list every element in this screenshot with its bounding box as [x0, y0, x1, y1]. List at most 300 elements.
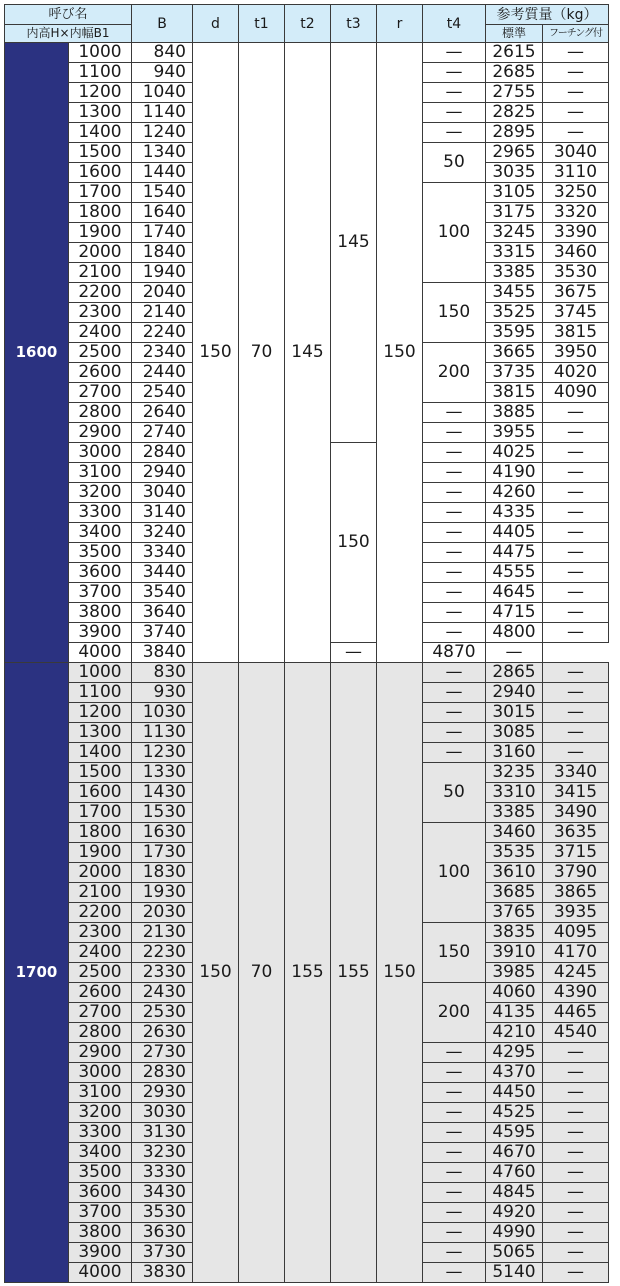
mass-standard-cell: 4800 [486, 623, 543, 643]
t1-cell: 70 [239, 43, 285, 663]
inner-height-cell: 2000 [69, 863, 132, 883]
b-value-cell: 1030 [132, 703, 193, 723]
t4-cell: — [423, 43, 486, 63]
t4-cell: — [423, 563, 486, 583]
inner-height-cell: 2600 [69, 983, 132, 1003]
inner-height-cell: 2000 [69, 243, 132, 263]
b-value-cell: 2530 [132, 1003, 193, 1023]
inner-height-cell: 3500 [69, 543, 132, 563]
inner-height-cell: 3000 [69, 443, 132, 463]
mass-footing-cell: — [543, 603, 609, 623]
mass-standard-cell: 4845 [486, 1183, 543, 1203]
t4-cell: — [423, 403, 486, 423]
b-value-cell: 3130 [132, 1123, 193, 1143]
mass-standard-cell: 3175 [486, 203, 543, 223]
mass-footing-cell: 3530 [543, 263, 609, 283]
mass-standard-cell: 3385 [486, 803, 543, 823]
mass-footing-cell: 3935 [543, 903, 609, 923]
mass-footing-cell: 3675 [543, 283, 609, 303]
col-header-mass-std: 標準 [486, 25, 543, 43]
col-header-r: r [377, 5, 423, 43]
mass-standard-cell: 3665 [486, 343, 543, 363]
b-value-cell: 2640 [132, 403, 193, 423]
b-value-cell: 3730 [132, 1243, 193, 1263]
t2-cell: 145 [285, 43, 331, 663]
name-header-line2: 内高H×内幅B1 [5, 25, 132, 43]
spec-table [4, 4, 609, 1283]
mass-footing-cell: — [543, 723, 609, 743]
mass-footing-cell: — [543, 1063, 609, 1083]
mass-footing-cell: — [543, 1103, 609, 1123]
mass-standard-cell: 4475 [486, 543, 543, 563]
b-value-cell: 1930 [132, 883, 193, 903]
mass-footing-cell: 4020 [543, 363, 609, 383]
t1-cell: 70 [239, 663, 285, 1283]
mass-standard-cell: 4295 [486, 1043, 543, 1063]
mass-standard-cell: 4135 [486, 1003, 543, 1023]
b-value-cell: 3640 [132, 603, 193, 623]
mass-footing-cell: — [543, 1163, 609, 1183]
b-value-cell: 3330 [132, 1163, 193, 1183]
t4-cell: 150 [423, 923, 486, 983]
inner-height-cell: 1500 [69, 763, 132, 783]
b-value-cell: 1740 [132, 223, 193, 243]
mass-standard-cell: 2940 [486, 683, 543, 703]
mass-standard-cell: 4370 [486, 1063, 543, 1083]
table-row [5, 43, 609, 63]
inner-height-cell: 1700 [69, 183, 132, 203]
b-value-cell: 2330 [132, 963, 193, 983]
b-value-cell: 2040 [132, 283, 193, 303]
t4-cell: — [423, 463, 486, 483]
b-value-cell: 2140 [132, 303, 193, 323]
b-value-cell: 1340 [132, 143, 193, 163]
mass-standard-cell: 4025 [486, 443, 543, 463]
mass-footing-cell: — [543, 1263, 609, 1283]
t4-cell: — [423, 1223, 486, 1243]
b-value-cell: 1430 [132, 783, 193, 803]
t4-cell: — [331, 643, 377, 663]
mass-footing-cell: — [543, 83, 609, 103]
mass-footing-cell: — [543, 663, 609, 683]
b-value-cell: 1040 [132, 83, 193, 103]
mass-standard-cell: 5065 [486, 1243, 543, 1263]
t4-cell: — [423, 703, 486, 723]
t3-cell: 150 [331, 443, 377, 643]
t4-cell: — [423, 723, 486, 743]
inner-height-cell: 1500 [69, 143, 132, 163]
mass-footing-cell: — [543, 1223, 609, 1243]
mass-footing-cell: — [543, 63, 609, 83]
mass-standard-cell: 4670 [486, 1143, 543, 1163]
mass-standard-cell: 3315 [486, 243, 543, 263]
mass-standard-cell: 3015 [486, 703, 543, 723]
inner-height-cell: 1400 [69, 123, 132, 143]
mass-footing-cell: — [543, 463, 609, 483]
mass-footing-cell: — [543, 443, 609, 463]
mass-standard-cell: 4760 [486, 1163, 543, 1183]
b-value-cell: 1330 [132, 763, 193, 783]
inner-height-cell: 1100 [69, 683, 132, 703]
mass-footing-cell: 3320 [543, 203, 609, 223]
b-value-cell: 1840 [132, 243, 193, 263]
table-body [5, 43, 609, 1283]
mass-footing-cell: — [543, 583, 609, 603]
mass-standard-cell: 3835 [486, 923, 543, 943]
t4-cell: — [423, 683, 486, 703]
inner-height-cell: 3100 [69, 1083, 132, 1103]
inner-height-cell: 1400 [69, 743, 132, 763]
group-name-cell: 1700 [5, 663, 69, 1283]
inner-height-cell: 2700 [69, 1003, 132, 1023]
t4-cell: 100 [423, 823, 486, 923]
b-value-cell: 3530 [132, 1203, 193, 1223]
mass-standard-cell: 3955 [486, 423, 543, 443]
inner-height-cell: 1600 [69, 163, 132, 183]
t4-cell: — [423, 1103, 486, 1123]
inner-height-cell: 3300 [69, 503, 132, 523]
mass-footing-cell: — [543, 423, 609, 443]
mass-standard-cell: 4920 [486, 1203, 543, 1223]
b-value-cell: 3830 [132, 1263, 193, 1283]
r-cell: 150 [377, 43, 423, 663]
t4-cell: — [423, 1163, 486, 1183]
mass-footing-cell: — [543, 683, 609, 703]
mass-footing-cell: 3745 [543, 303, 609, 323]
inner-height-cell: 2400 [69, 943, 132, 963]
mass-standard-cell: 3085 [486, 723, 543, 743]
mass-footing-cell: — [486, 643, 543, 663]
t4-cell: — [423, 543, 486, 563]
mass-standard-cell: 4210 [486, 1023, 543, 1043]
mass-footing-cell: — [543, 1083, 609, 1103]
t4-cell: — [423, 83, 486, 103]
t4-cell: — [423, 1043, 486, 1063]
b-value-cell: 3340 [132, 543, 193, 563]
mass-standard-cell: 2965 [486, 143, 543, 163]
t4-cell: — [423, 623, 486, 643]
b-value-cell: 2630 [132, 1023, 193, 1043]
mass-footing-cell: 4245 [543, 963, 609, 983]
inner-height-cell: 1200 [69, 83, 132, 103]
t4-cell: — [423, 1143, 486, 1163]
inner-height-cell: 1700 [69, 803, 132, 823]
mass-footing-cell: 4540 [543, 1023, 609, 1043]
t4-cell: 100 [423, 183, 486, 283]
mass-footing-cell: 3415 [543, 783, 609, 803]
mass-footing-cell: 3635 [543, 823, 609, 843]
b-value-cell: 2540 [132, 383, 193, 403]
mass-footing-cell: 3815 [543, 323, 609, 343]
b-value-cell: 3840 [132, 643, 193, 663]
mass-standard-cell: 4335 [486, 503, 543, 523]
b-value-cell: 3440 [132, 563, 193, 583]
inner-height-cell: 2900 [69, 423, 132, 443]
mass-standard-cell: 3885 [486, 403, 543, 423]
inner-height-cell: 2500 [69, 343, 132, 363]
mass-standard-cell: 4645 [486, 583, 543, 603]
inner-height-cell: 3100 [69, 463, 132, 483]
t4-cell: — [423, 63, 486, 83]
b-value-cell: 3540 [132, 583, 193, 603]
mass-footing-cell: — [543, 623, 609, 643]
b-value-cell: 1130 [132, 723, 193, 743]
mass-standard-cell: 4990 [486, 1223, 543, 1243]
t3-cell: 155 [331, 663, 377, 1283]
b-value-cell: 3740 [132, 623, 193, 643]
mass-standard-cell: 4870 [423, 643, 486, 663]
inner-height-cell: 2600 [69, 363, 132, 383]
t4-cell: — [423, 103, 486, 123]
mass-standard-cell: 3235 [486, 763, 543, 783]
spec-table-container [4, 4, 609, 1283]
mass-footing-cell: 4465 [543, 1003, 609, 1023]
r-cell: 150 [377, 663, 423, 1283]
b-value-cell: 830 [132, 663, 193, 683]
inner-height-cell: 4000 [69, 643, 132, 663]
inner-height-cell: 1000 [69, 663, 132, 683]
mass-footing-cell: 3390 [543, 223, 609, 243]
mass-standard-cell: 3105 [486, 183, 543, 203]
b-value-cell: 2840 [132, 443, 193, 463]
b-value-cell: 3430 [132, 1183, 193, 1203]
t4-cell: — [423, 123, 486, 143]
b-value-cell: 3240 [132, 523, 193, 543]
mass-footing-cell: — [543, 1143, 609, 1163]
b-value-cell: 940 [132, 63, 193, 83]
b-value-cell: 1530 [132, 803, 193, 823]
mass-footing-cell: — [543, 403, 609, 423]
mass-standard-cell: 4595 [486, 1123, 543, 1143]
t4-cell: 200 [423, 983, 486, 1043]
mass-footing-cell: — [543, 1203, 609, 1223]
t3-cell: 145 [331, 43, 377, 443]
b-value-cell: 2430 [132, 983, 193, 1003]
mass-footing-cell: 3865 [543, 883, 609, 903]
inner-height-cell: 3200 [69, 1103, 132, 1123]
mass-footing-cell: 3340 [543, 763, 609, 783]
mass-standard-cell: 4450 [486, 1083, 543, 1103]
mass-footing-cell: 3460 [543, 243, 609, 263]
mass-standard-cell: 3385 [486, 263, 543, 283]
b-value-cell: 2830 [132, 1063, 193, 1083]
inner-height-cell: 2400 [69, 323, 132, 343]
table-row [5, 663, 609, 683]
t4-cell: 200 [423, 343, 486, 403]
inner-height-cell: 3800 [69, 1223, 132, 1243]
mass-footing-cell: 3110 [543, 163, 609, 183]
b-value-cell: 2730 [132, 1043, 193, 1063]
col-header-t4: t4 [423, 5, 486, 43]
b-value-cell: 2340 [132, 343, 193, 363]
table-header [5, 5, 609, 43]
inner-height-cell: 2800 [69, 1023, 132, 1043]
inner-height-cell: 2100 [69, 263, 132, 283]
mass-standard-cell: 4555 [486, 563, 543, 583]
mass-standard-cell: 3535 [486, 843, 543, 863]
mass-footing-cell: — [543, 1243, 609, 1263]
inner-height-cell: 3400 [69, 523, 132, 543]
inner-height-cell: 1900 [69, 223, 132, 243]
inner-height-cell: 3300 [69, 1123, 132, 1143]
col-header-mass-footing: フーチング付 [543, 25, 609, 43]
b-value-cell: 1140 [132, 103, 193, 123]
b-value-cell: 1830 [132, 863, 193, 883]
mass-standard-cell: 3525 [486, 303, 543, 323]
inner-height-cell: 1900 [69, 843, 132, 863]
b-value-cell: 2940 [132, 463, 193, 483]
inner-height-cell: 1600 [69, 783, 132, 803]
inner-height-cell: 2200 [69, 283, 132, 303]
t4-cell: — [423, 603, 486, 623]
mass-footing-cell: 4090 [543, 383, 609, 403]
mass-standard-cell: 2615 [486, 43, 543, 63]
inner-height-cell: 1200 [69, 703, 132, 723]
mass-footing-cell: 3490 [543, 803, 609, 823]
mass-footing-cell: — [543, 743, 609, 763]
mass-footing-cell: — [543, 563, 609, 583]
mass-footing-cell: 3250 [543, 183, 609, 203]
mass-standard-cell: 4260 [486, 483, 543, 503]
b-value-cell: 3030 [132, 1103, 193, 1123]
mass-standard-cell: 3765 [486, 903, 543, 923]
t4-cell: 50 [423, 763, 486, 823]
inner-height-cell: 2200 [69, 903, 132, 923]
col-header-b: B [132, 5, 193, 43]
t4-cell: 150 [423, 283, 486, 343]
mass-footing-cell: — [543, 123, 609, 143]
mass-footing-cell: — [543, 703, 609, 723]
b-value-cell: 2230 [132, 943, 193, 963]
b-value-cell: 1730 [132, 843, 193, 863]
mass-standard-cell: 4190 [486, 463, 543, 483]
mass-standard-cell: 3610 [486, 863, 543, 883]
mass-footing-cell: 3715 [543, 843, 609, 863]
inner-height-cell: 2100 [69, 883, 132, 903]
b-value-cell: 2740 [132, 423, 193, 443]
mass-standard-cell: 3735 [486, 363, 543, 383]
inner-height-cell: 2900 [69, 1043, 132, 1063]
mass-footing-cell: — [543, 503, 609, 523]
t4-cell: — [423, 1083, 486, 1103]
b-value-cell: 1630 [132, 823, 193, 843]
mass-standard-cell: 4715 [486, 603, 543, 623]
mass-standard-cell: 3815 [486, 383, 543, 403]
mass-standard-cell: 3245 [486, 223, 543, 243]
b-value-cell: 3230 [132, 1143, 193, 1163]
mass-standard-cell: 3910 [486, 943, 543, 963]
mass-footing-cell: — [543, 1183, 609, 1203]
b-value-cell: 2130 [132, 923, 193, 943]
inner-height-cell: 1800 [69, 823, 132, 843]
mass-standard-cell: 4060 [486, 983, 543, 1003]
mass-standard-cell: 3595 [486, 323, 543, 343]
t4-cell: — [423, 663, 486, 683]
b-value-cell: 3040 [132, 483, 193, 503]
inner-height-cell: 3600 [69, 563, 132, 583]
b-value-cell: 2030 [132, 903, 193, 923]
name-header [5, 5, 132, 25]
inner-height-cell: 3600 [69, 1183, 132, 1203]
inner-height-cell: 1300 [69, 103, 132, 123]
mass-standard-cell: 3310 [486, 783, 543, 803]
mass-standard-cell: 5140 [486, 1263, 543, 1283]
group-name-cell: 1600 [5, 43, 69, 663]
t4-cell: — [423, 443, 486, 463]
mass-footing-cell: 4170 [543, 943, 609, 963]
b-value-cell: 1440 [132, 163, 193, 183]
col-header-d: d [193, 5, 239, 43]
mass-footing-cell: 3950 [543, 343, 609, 363]
mass-footing-cell: 3040 [543, 143, 609, 163]
mass-standard-cell: 2895 [486, 123, 543, 143]
b-value-cell: 3630 [132, 1223, 193, 1243]
mass-footing-cell: — [543, 523, 609, 543]
inner-height-cell: 1000 [69, 43, 132, 63]
mass-footing-cell: — [543, 483, 609, 503]
mass-footing-cell: — [543, 1123, 609, 1143]
mass-footing-cell: — [543, 1043, 609, 1063]
t4-cell: — [423, 743, 486, 763]
inner-height-cell: 3500 [69, 1163, 132, 1183]
t4-cell: — [423, 1123, 486, 1143]
mass-standard-cell: 3985 [486, 963, 543, 983]
b-value-cell: 2240 [132, 323, 193, 343]
mass-standard-cell: 3455 [486, 283, 543, 303]
inner-height-cell: 1300 [69, 723, 132, 743]
b-value-cell: 1940 [132, 263, 193, 283]
t4-cell: — [423, 503, 486, 523]
mass-standard-cell: 3460 [486, 823, 543, 843]
mass-standard-cell: 2825 [486, 103, 543, 123]
inner-height-cell: 3000 [69, 1063, 132, 1083]
t4-cell: — [423, 583, 486, 603]
inner-height-cell: 1100 [69, 63, 132, 83]
mass-standard-cell: 3685 [486, 883, 543, 903]
b-value-cell: 2440 [132, 363, 193, 383]
t2-cell: 155 [285, 663, 331, 1283]
b-value-cell: 1540 [132, 183, 193, 203]
col-header-t1: t1 [239, 5, 285, 43]
b-value-cell: 1240 [132, 123, 193, 143]
b-value-cell: 1230 [132, 743, 193, 763]
inner-height-cell: 2300 [69, 923, 132, 943]
mass-footing-cell: — [543, 43, 609, 63]
mass-standard-cell: 2865 [486, 663, 543, 683]
inner-height-cell: 3900 [69, 623, 132, 643]
inner-height-cell: 4000 [69, 1263, 132, 1283]
inner-height-cell: 1800 [69, 203, 132, 223]
mass-standard-cell: 3035 [486, 163, 543, 183]
col-header-t3: t3 [331, 5, 377, 43]
inner-height-cell: 3800 [69, 603, 132, 623]
inner-height-cell: 2800 [69, 403, 132, 423]
t4-cell: — [423, 523, 486, 543]
inner-height-cell: 3900 [69, 1243, 132, 1263]
mass-standard-cell: 4525 [486, 1103, 543, 1123]
mass-standard-cell: 2685 [486, 63, 543, 83]
d-cell: 150 [193, 43, 239, 663]
t4-cell: — [423, 1243, 486, 1263]
d-cell: 150 [193, 663, 239, 1283]
b-value-cell: 840 [132, 43, 193, 63]
inner-height-cell: 2300 [69, 303, 132, 323]
mass-footing-cell: — [543, 103, 609, 123]
col-header-mass: 参考質量（kg） [486, 5, 609, 25]
b-value-cell: 930 [132, 683, 193, 703]
mass-footing-cell: 4095 [543, 923, 609, 943]
t4-cell: — [423, 423, 486, 443]
